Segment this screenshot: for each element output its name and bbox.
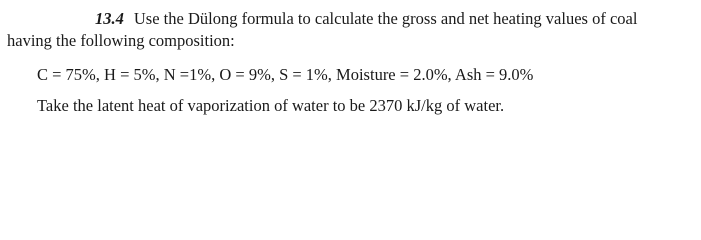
problem-statement-line1: Use the Dülong formula to calculate the gross and net heating values of coal <box>133 9 638 28</box>
problem-number: 13.4 <box>95 9 124 28</box>
latent-heat-note: Take the latent heat of vaporization of water to be 2370 kJ/kg of water. <box>37 96 505 115</box>
problem-heading-line <box>95 9 637 29</box>
composition-line: C = 75%, H = 5%, N =1%, O = 9%, S = 1%, Moisture = 2.0%, Ash = 9.0% <box>37 65 534 84</box>
problem-statement-line2: having the following composition: <box>7 31 235 50</box>
